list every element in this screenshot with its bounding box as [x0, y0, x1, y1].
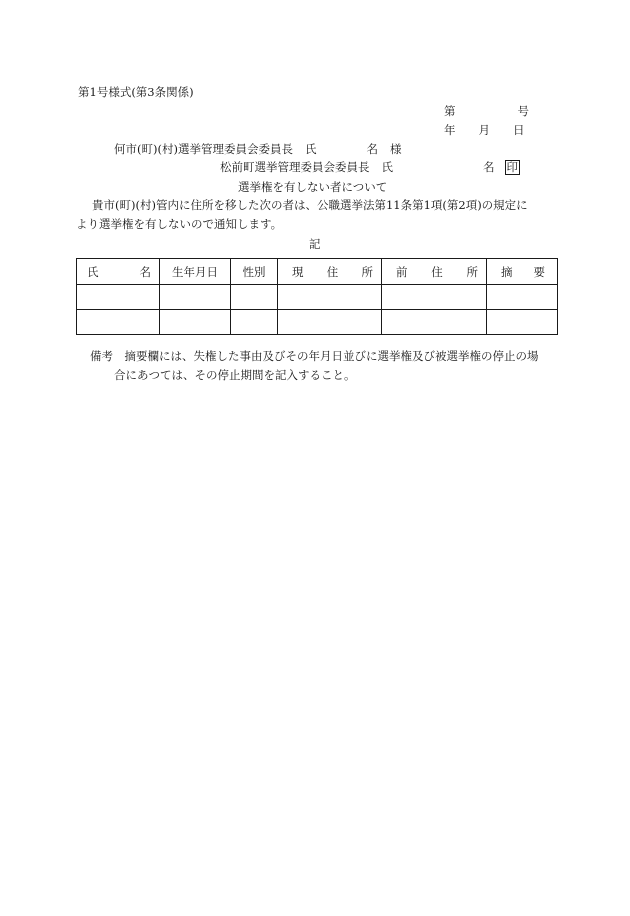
table-row — [77, 285, 558, 310]
seal-mark: 印 — [506, 160, 518, 174]
header-current-address: 現 住 所 — [278, 259, 382, 285]
header-birthdate: 生年月日 — [160, 259, 231, 285]
sender-mei: 名 — [483, 160, 495, 174]
table-cell — [77, 310, 160, 335]
table-cell — [278, 285, 382, 310]
body-text-line-1: 貴市(町)(村)管内に住所を移した次の者は、公職選挙法第11条第1項(第2項)の規定に — [92, 198, 528, 212]
number-go: 号 — [517, 104, 529, 118]
addressee-honorific: 様 — [389, 142, 402, 156]
addressee-mei: 名 — [366, 142, 378, 156]
addressee-shi: 氏 — [304, 142, 317, 156]
record-table — [76, 258, 558, 335]
number-dai: 第 — [444, 104, 456, 118]
note-line-1: 備考 摘要欄には、失権した事由及びその年月日並びに選挙権及び被選挙権の停止の場 — [90, 349, 539, 363]
date-month: 月 — [478, 123, 490, 137]
header-remarks: 摘 要 — [487, 259, 558, 285]
table-cell — [77, 285, 160, 310]
header-sex: 性別 — [231, 259, 278, 285]
sender-line — [220, 160, 520, 175]
table-cell — [231, 285, 278, 310]
document-number-line — [444, 104, 529, 118]
date-day: 日 — [513, 123, 525, 137]
table-cell — [160, 285, 231, 310]
sender-shi: 氏 — [381, 160, 393, 174]
header-name: 氏 名 — [77, 259, 160, 285]
record-label: 記 — [309, 237, 321, 251]
sender-org: 松前町選挙管理委員会委員長 — [220, 160, 370, 174]
note-line-2: 合にあつては、その停止期間を記入すること。 — [114, 368, 356, 382]
header-previous-address: 前 住 所 — [382, 259, 487, 285]
table-cell — [278, 310, 382, 335]
table-cell — [487, 285, 558, 310]
addressee-org: 何市(町)(村)選挙管理委員会委員長 — [114, 142, 293, 156]
table-cell — [231, 310, 278, 335]
subject-heading: 選挙権を有しない者について — [238, 180, 388, 194]
table-row — [77, 310, 558, 335]
date-year: 年 — [444, 123, 456, 137]
date-line — [444, 123, 525, 137]
table-cell — [382, 285, 487, 310]
table-cell — [160, 310, 231, 335]
table-header-row — [77, 259, 558, 285]
body-text-line-2: より選挙権を有しないので通知します。 — [76, 217, 283, 231]
addressee-line — [114, 142, 401, 156]
form-title: 第1号様式(第3条関係) — [78, 85, 194, 99]
table-cell — [487, 310, 558, 335]
table-cell — [382, 310, 487, 335]
